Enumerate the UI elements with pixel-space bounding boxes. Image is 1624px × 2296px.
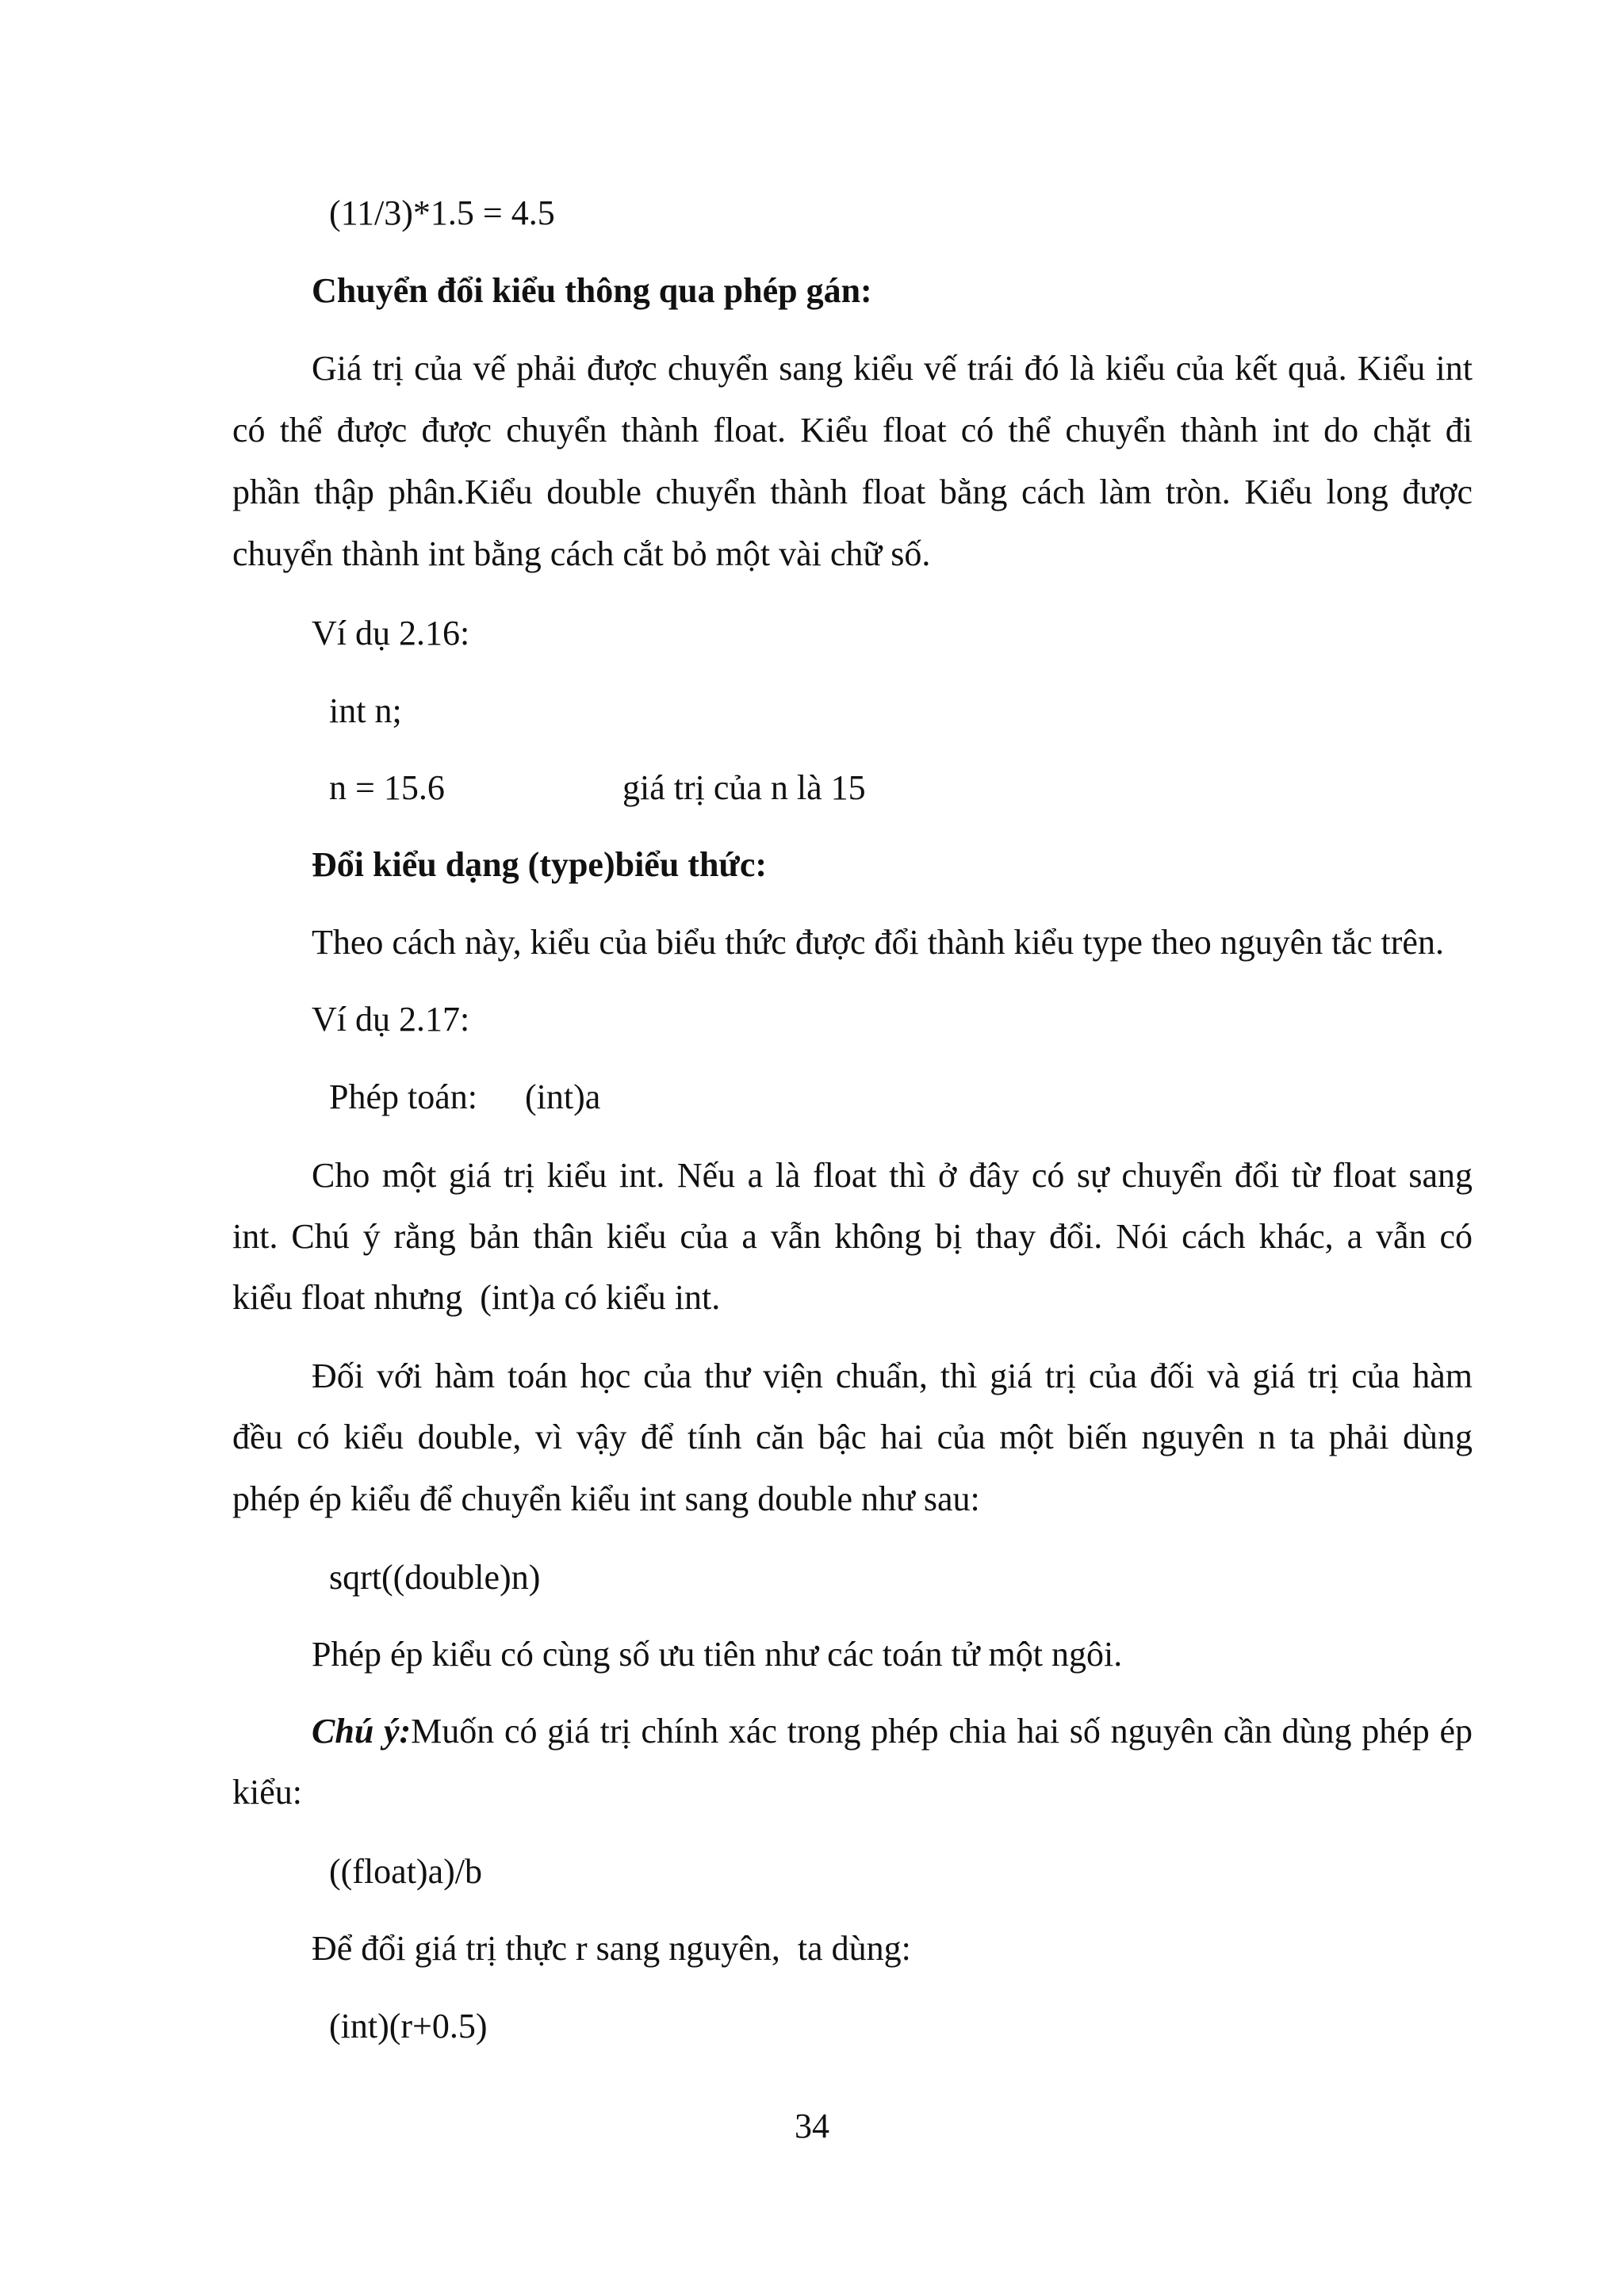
code-line: n = 15.6 xyxy=(329,768,445,807)
code-line: ((float)a)/b xyxy=(329,1852,482,1891)
page-number: 34 xyxy=(795,2107,829,2145)
code-line: (int)(r+0.5) xyxy=(329,2007,488,2045)
expression-line: (11/3)*1.5 = 4.5 xyxy=(329,193,555,232)
paragraph-line: có thể được được chuyển thành float. Kiểu float có thể chuyển thành int do chặt đi xyxy=(232,411,1473,450)
note-label: Chú ý: xyxy=(312,1712,412,1751)
code-line: sqrt((double)n) xyxy=(329,1558,541,1597)
paragraph-line: Theo cách này, kiểu của biểu thức được đổi thành kiểu type theo nguyên tắc trên. xyxy=(312,923,1444,962)
paragraph-line: chuyển thành int bằng cách cắt bỏ một vài chữ số. xyxy=(232,534,931,573)
paragraph-line: Để đổi giá trị thực r sang nguyên, ta dùng: xyxy=(312,1929,911,1968)
paragraph-line: kiểu float nhưng (int)a có kiểu int. xyxy=(232,1278,721,1317)
paragraph-line: Đối với hàm toán học của thư viện chuẩn, thì giá trị của đối và giá trị của hàm xyxy=(312,1357,1473,1395)
note-text-continued: kiểu: xyxy=(232,1773,302,1812)
example-label: Ví dụ 2.16: xyxy=(312,614,470,652)
paragraph-line: Phép ép kiểu có cùng số ưu tiên như các toán tử một ngôi. xyxy=(312,1635,1123,1674)
example-label: Ví dụ 2.17: xyxy=(312,1000,470,1039)
paragraph-line: phần thập phân.Kiểu double chuyển thành float bằng cách làm tròn. Kiểu long được xyxy=(232,473,1473,511)
paragraph-line: đều có kiểu double, vì vậy để tính căn bậc hai của một biến nguyên n ta phải dùng xyxy=(232,1418,1473,1456)
paragraph-line: Giá trị của vế phải được chuyển sang kiểu vế trái đó là kiểu của kết quả. Kiểu int xyxy=(312,349,1473,388)
section-heading-assignment: Chuyển đổi kiểu thông qua phép gán: xyxy=(312,271,872,310)
operation-label: Phép toán: xyxy=(329,1077,477,1116)
paragraph-line: int. Chú ý rằng bản thân kiểu của a vẫn không bị thay đổi. Nói cách khác, a vẫn có xyxy=(232,1217,1473,1256)
paragraph-line: Cho một giá trị kiểu int. Nếu a là float thì ở đây có sự chuyển đổi từ float sang xyxy=(312,1156,1473,1195)
code-line: int n; xyxy=(329,691,402,730)
section-heading-type-cast: Đổi kiểu dạng (type)biểu thức: xyxy=(312,845,767,884)
operation-value: (int)a xyxy=(525,1077,601,1116)
paragraph-line: phép ép kiểu để chuyển kiểu int sang double như sau: xyxy=(232,1479,980,1518)
note-text: Muốn có giá trị chính xác trong phép chia hai số nguyên cần dùng phép ép xyxy=(411,1712,1473,1751)
code-comment: giá trị của n là 15 xyxy=(622,768,866,807)
note-line xyxy=(312,1714,1473,1749)
